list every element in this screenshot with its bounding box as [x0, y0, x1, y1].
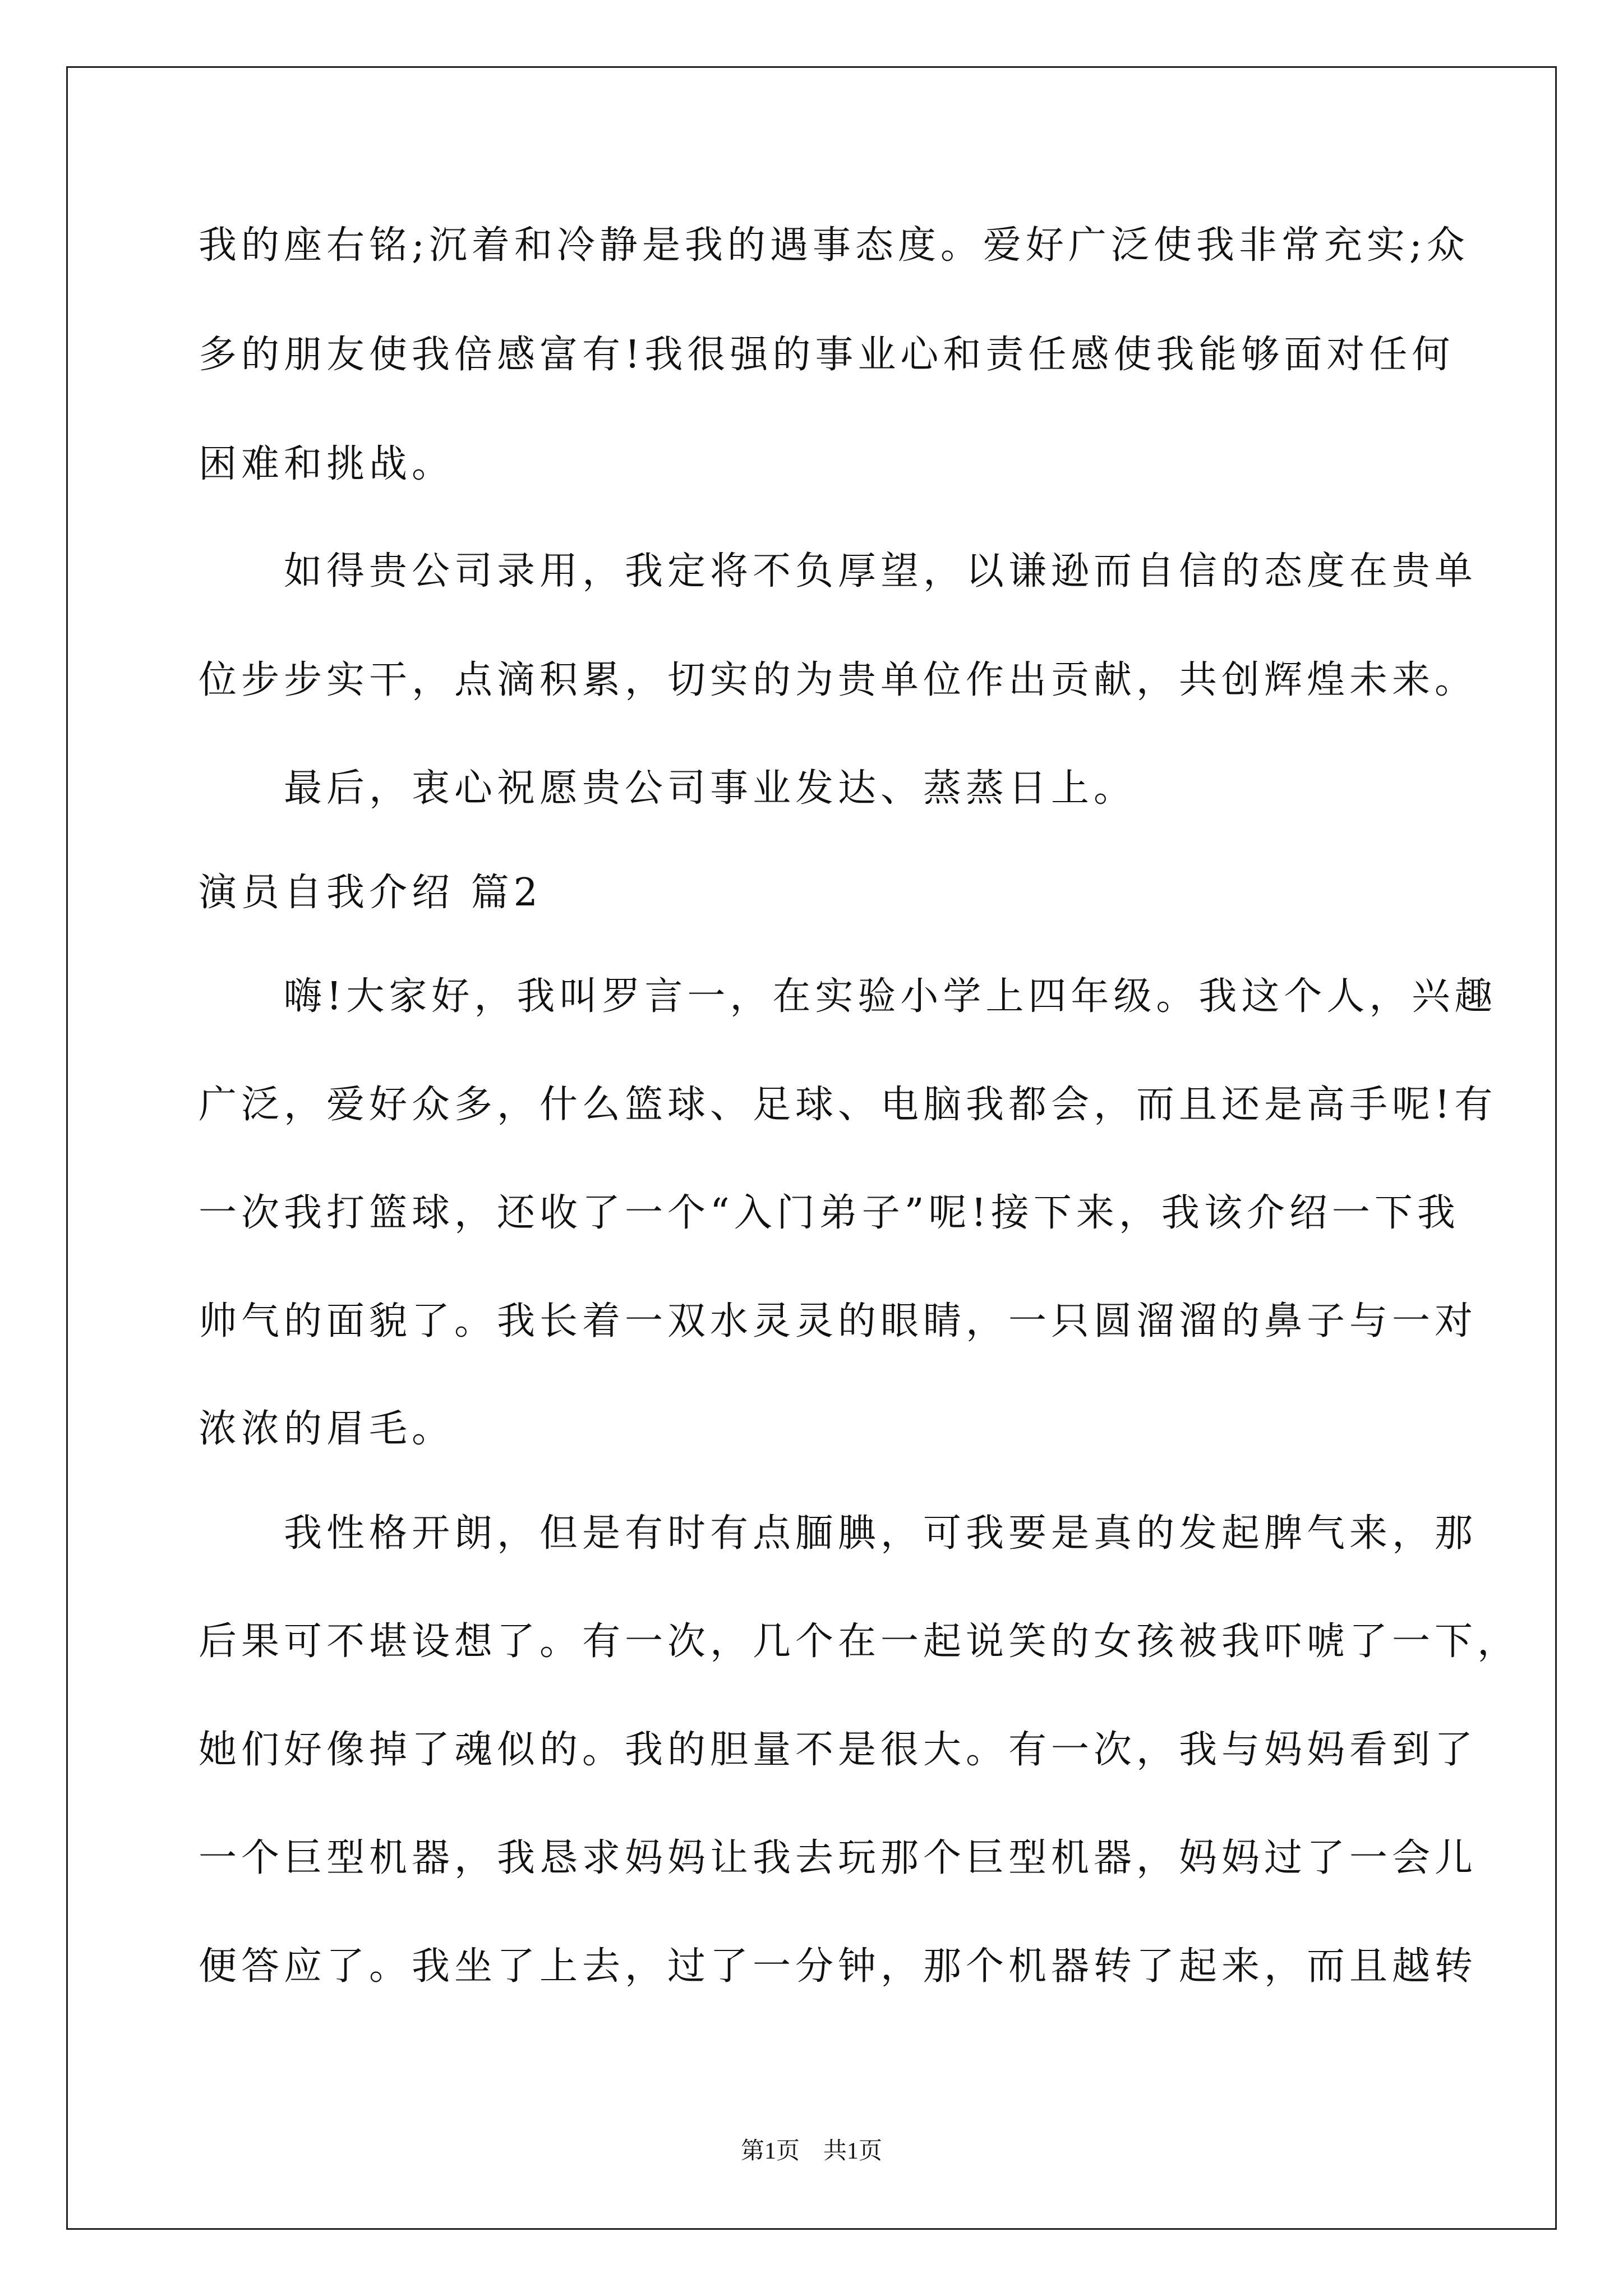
text-line: 便答应了。我坐了上去，过了一分钟，那个机器转了起来，而且越转 — [199, 1944, 1478, 1989]
text-line: 困难和挑战。 — [199, 442, 455, 486]
text-line: 浓浓的眉毛。 — [199, 1407, 455, 1451]
text-line: 帅气的面貌了。我长着一双水灵灵的眼睛，一只圆溜溜的鼻子与一对 — [199, 1299, 1478, 1343]
text-line: 我性格开朗，但是有时有点腼腆，可我要是真的发起脾气来，那 — [199, 1511, 1478, 1556]
text-line: 多的朋友使我倍感富有!我很强的事业心和责任感使我能够面对任何 — [199, 333, 1455, 377]
text-line: 一个巨型机器，我恳求妈妈让我去玩那个巨型机器，妈妈过了一会儿 — [199, 1836, 1478, 1880]
text-line: 最后，衷心祝愿贵公司事业发达、蒸蒸日上。 — [199, 766, 1137, 811]
text-line: 后果可不堪设想了。有一次，几个在一起说笑的女孩被我吓唬了一下， — [199, 1619, 1520, 1664]
text-line: 位步步实干，点滴积累，切实的为贵单位作出贡献，共创辉煌未来。 — [199, 658, 1478, 702]
text-line: 如得贵公司录用，我定将不负厚望，以谦逊而自信的态度在贵单 — [199, 549, 1478, 593]
text-line: 她们好像掉了魂似的。我的胆量不是很大。有一次，我与妈妈看到了 — [199, 1728, 1478, 1772]
text-line: 一次我打篮球，还收了一个“入门弟子”呢!接下来，我该介绍一下我 — [199, 1191, 1460, 1235]
section-heading: 演员自我介绍 篇2 — [199, 871, 542, 915]
text-line: 广泛，爱好众多，什么篮球、足球、电脑我都会，而且还是高手呢!有 — [199, 1083, 1497, 1127]
page-border — [66, 66, 1557, 2230]
page-number: 第1页 共1页 — [740, 2138, 882, 2164]
text-line: 我的座右铭;沉着和冷静是我的遇事态度。爱好广泛使我非常充实;众 — [199, 223, 1469, 268]
text-line: 嗨!大家好，我叫罗言一，在实验小学上四年级。我这个人，兴趣 — [199, 974, 1497, 1019]
